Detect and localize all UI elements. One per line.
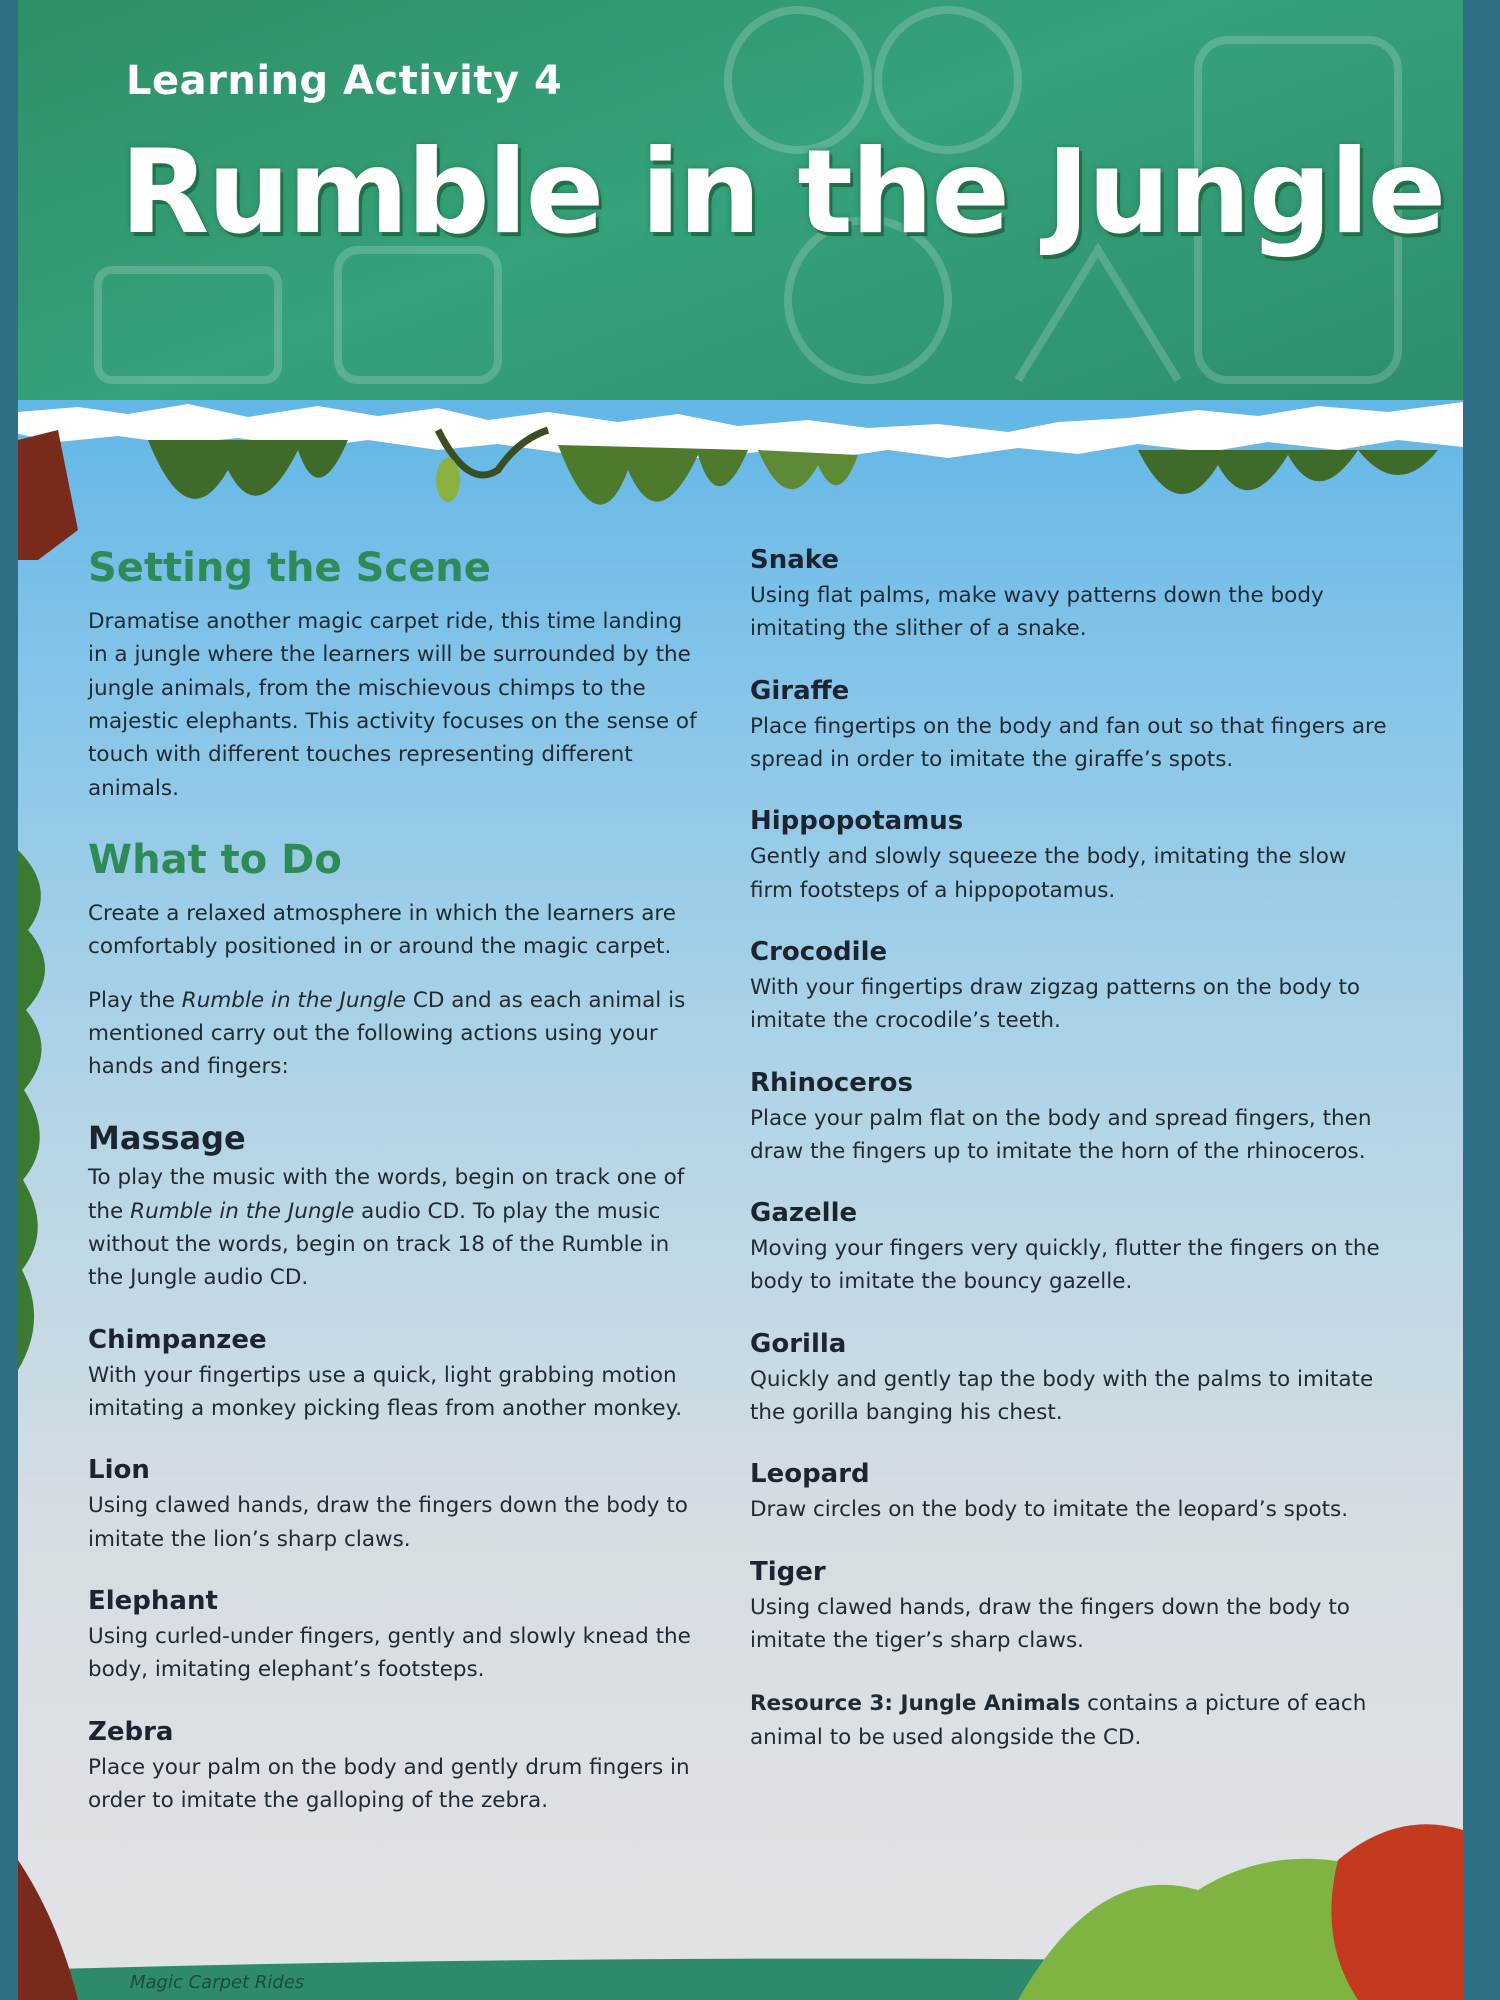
animal-name: Zebra — [88, 1716, 174, 1747]
animal-name: Gorilla — [750, 1328, 847, 1359]
animal-item-tiger — [750, 1557, 1390, 1658]
animal-instruction: Place fingertips on the body and fan out so that fingers are spread in order to imitate the giraffe’s spots. — [750, 713, 1387, 772]
animal-item-hippopotamus — [750, 806, 1390, 907]
page-title: Rumble in the Jungle — [120, 125, 1445, 260]
animal-item-zebra — [88, 1717, 698, 1818]
animal-item-leopard — [750, 1459, 1390, 1526]
animal-instruction: With your fingertips draw zigzag patterns on the body to imitate the crocodile’s teeth. — [750, 974, 1361, 1034]
animal-name: Snake — [750, 545, 840, 575]
para2-pre: Play the — [88, 987, 182, 1013]
massage-title: Massage — [88, 1119, 246, 1158]
animal-instruction: Place your palm flat on the body and spread fingers, then draw the fingers up to imitate the horn of the rhinoceros. — [750, 1105, 1372, 1164]
resource-note — [750, 1687, 1390, 1754]
massage-text — [88, 1161, 698, 1294]
animal-name: Chimpanzee — [88, 1324, 267, 1355]
resource-text: contains a picture of each animal to be used alongside the CD. — [750, 1691, 1367, 1750]
setting-the-scene-text: Dramatise another magic carpet ride, this time landing in a jungle where the learners will be surrounded by the jungle animals, from the mischievous chimps to the majestic elephants. This activity focuses on the sense of touch with different touches representing different animals. — [88, 609, 697, 801]
animal-item-elephant — [88, 1586, 698, 1687]
massage-text-post: audio CD. To play the music without the words, begin on track 18 of the Rumble in the Jungle audio CD. — [88, 1198, 670, 1291]
setting-the-scene-heading: Setting the Scene — [88, 545, 491, 591]
animal-name: Elephant — [88, 1585, 218, 1616]
right-column — [750, 545, 1390, 1754]
animal-name: Lion — [88, 1455, 150, 1486]
animal-name: Tiger — [750, 1556, 826, 1587]
animal-instruction: Quickly and gently tap the body with the palms to imitate the gorilla banging his chest. — [750, 1366, 1374, 1426]
animal-item-crocodile — [750, 937, 1390, 1038]
animal-instruction: Draw circles on the body to imitate the leopard’s spots. — [750, 1497, 1349, 1523]
activity-sheet — [18, 0, 1463, 2000]
massage-text-pre: To play the music with the words, begin on track one of the — [88, 1165, 685, 1224]
animal-name: Crocodile — [750, 936, 888, 967]
animal-item-snake — [750, 545, 1390, 646]
para2-cd-title: Rumble in the Jungle — [181, 987, 406, 1013]
animal-item-giraffe — [750, 676, 1390, 777]
animal-instruction: Using clawed hands, draw the fingers down the body to imitate the tiger’s sharp claws. — [750, 1594, 1350, 1653]
animal-item-rhinoceros — [750, 1068, 1390, 1169]
left-side-leaves — [18, 850, 78, 1400]
animal-item-chimpanzee — [88, 1325, 698, 1426]
massage-cd-title: Rumble in the Jungle — [130, 1198, 355, 1224]
animal-name: Rhinoceros — [750, 1067, 914, 1098]
what-to-do-heading: What to Do — [88, 836, 342, 883]
animal-name: Leopard — [750, 1459, 870, 1490]
animal-instruction: Using curled-under fingers, gently and slowly knead the body, imitating elephant’s footsteps. — [88, 1623, 691, 1683]
massage-section — [88, 1119, 698, 1294]
animal-item-gorilla — [750, 1329, 1390, 1430]
what-to-do-paragraph-2 — [88, 984, 698, 1084]
para2-post: CD and as each animal is mentioned carry out the following actions using your hands and fingers: — [88, 987, 686, 1080]
what-to-do-paragraph-1: Create a relaxed atmosphere in which the learners are comfortably positioned in or around the magic carpet. — [88, 900, 676, 960]
animal-instruction: Using clawed hands, draw the fingers down the body to imitate the lion’s sharp claws. — [88, 1493, 688, 1552]
animal-instruction: With your fingertips use a quick, light grabbing motion imitating a monkey picking fleas from another monkey. — [88, 1362, 683, 1421]
animal-item-gazelle — [750, 1198, 1390, 1299]
animal-instruction: Place your palm on the body and gently drum fingers in order to imitate the galloping of the zebra. — [88, 1754, 690, 1813]
resource-title: Resource 3: Jungle Animals — [750, 1691, 1081, 1717]
animal-instruction: Moving your fingers very quickly, flutter the fingers on the body to imitate the bouncy gazelle. — [750, 1236, 1380, 1295]
animal-name: Gazelle — [750, 1198, 858, 1229]
animal-name: Hippopotamus — [750, 806, 964, 837]
header-banner — [18, 0, 1463, 440]
animal-instruction: Using flat palms, make wavy patterns down the body imitating the slither of a snake. — [750, 583, 1324, 642]
jungle-canopy-leaves — [18, 410, 1463, 560]
animal-instruction: Gently and slowly squeeze the body, imitating the slow firm footsteps of a hippopotamus. — [750, 844, 1347, 903]
animal-item-lion — [88, 1455, 698, 1556]
left-column — [88, 545, 698, 1847]
activity-subtitle: Learning Activity 4 — [126, 58, 563, 104]
animal-name: Giraffe — [750, 675, 850, 706]
footer-series-title: Magic Carpet Rides — [130, 1972, 305, 1993]
